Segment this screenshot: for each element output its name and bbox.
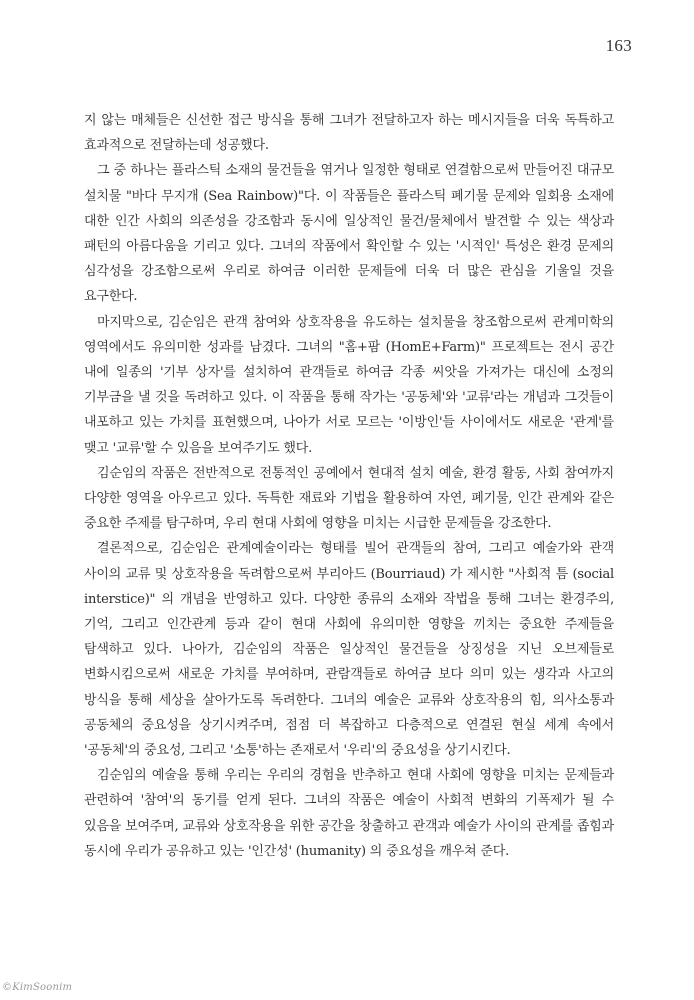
page-number: 163 [605, 36, 632, 55]
paragraph: 김순임의 예술을 통해 우리는 우리의 경험을 반추하고 현대 사회에 영향을 미치는 문제들과 관련하여 '참여'의 동기를 얻게 된다. 그녀의 작품은 예술이 사회적 변화의 기폭제가 될 수 있음을 보여주며, 교류와 상호작용을 위한 공간을 창출하고 관객과 예술가 사이의 관계를 좁힘과 동시에 우리가 공유하고 있는 '인간성' (humanity) 의 중요성을 깨우쳐 준다. [84, 768, 614, 859]
paragraph: 결론적으로, 김순임은 관계예술이라는 형태를 빌어 관객들의 참여, 그리고 예술가와 관객 사이의 교류 및 상호작용을 독려함으로써 부리아드 (Bourriaud) 가 제시한 "사회적 틈 (social interstice)" 의 개념을 반영하고 있다. 다양한 종류의 소재와 작법을 통해 그녀는 환경주의, 기억, 그리고 인간관계 등과 같이 현대 사회에 유의미한 영향을 끼치는 중요한 주제들을 탐색하고 있다. 나아가, 김순임의 작품은 일상적인 물건들을 상징성을 지닌 오브제들로 변화시킴으로써 새로운 가치를 부여하며, 관람객들로 하여금 보다 의미 있는 생각과 사고의 방식을 통해 세상을 살아가도록 독려한다. 그녀의 예술은 교류와 상호작용의 힘, 의사소통과 공동체의 중요성을 상기시켜주며, 점점 더 복잡하고 다층적으로 연결된 현실 세계 속에서 '공동체'의 중요성, 그리고 '소통'하는 존재로서 '우리'의 중요성을 상기시킨다. [84, 541, 614, 759]
body-text [84, 108, 614, 864]
paragraph: 지 않는 매체들은 신선한 접근 방식을 통해 그녀가 전달하고자 하는 메시지들을 더욱 독특하고 효과적으로 전달하는데 성공했다. [84, 113, 614, 154]
paragraph: 김순임의 작품은 전반적으로 전통적인 공예에서 현대적 설치 예술, 환경 활동, 사회 참여까지 다양한 영역을 아우르고 있다. 독특한 재료와 기법을 활용하여 자연, 폐기물, 인간 관계와 같은 중요한 주제를 탐구하며, 우리 현대 사회에 영향을 미치는 시급한 문제들을 강조한다. [84, 465, 614, 532]
copyright-watermark: ©KimSoonim [2, 982, 73, 993]
paragraph: 그 중 하나는 플라스틱 소재의 물건들을 엮거나 일정한 형태로 연결함으로써 만들어진 대규모 설치물 "바다 무지개 (Sea Rainbow)"다. 이 작품들은 플라스틱 폐기물 문제와 일회용 소재에 대한 인간 사회의 의존성을 강조함과 동시에 일상적인 물건/물체에서 발견할 수 있는 색상과 패턴의 아름다움을 기리고 있다. 그녀의 작품에서 확인할 수 있는 '시적인' 특성은 환경 문제의 심각성을 강조함으로써 우리로 하여금 이러한 문제들에 더욱 더 많은 관심을 기울일 것을 요구한다. [84, 163, 614, 305]
paragraph: 마지막으로, 김순임은 관객 참여와 상호작용을 유도하는 설치물을 창조함으로써 관계미학의 영역에서도 유의미한 성과를 남겼다. 그녀의 "홈+팜 (HomE+Farm)" 프로젝트는 전시 공간 내에 일종의 '기부 상자'를 설치하여 관객들로 하여금 각종 씨앗을 가져가는 대신에 소정의 기부금을 낼 것을 독려하고 있다. 이 작품을 통해 작가는 '공동체'와 '교류'라는 개념과 그것들이 내포하고 있는 가치를 표현했으며, 나아가 서로 모르는 '이방인'들 사이에서도 새로운 '관계'를 맺고 '교류'할 수 있음을 보여주기도 했다. [84, 314, 614, 456]
